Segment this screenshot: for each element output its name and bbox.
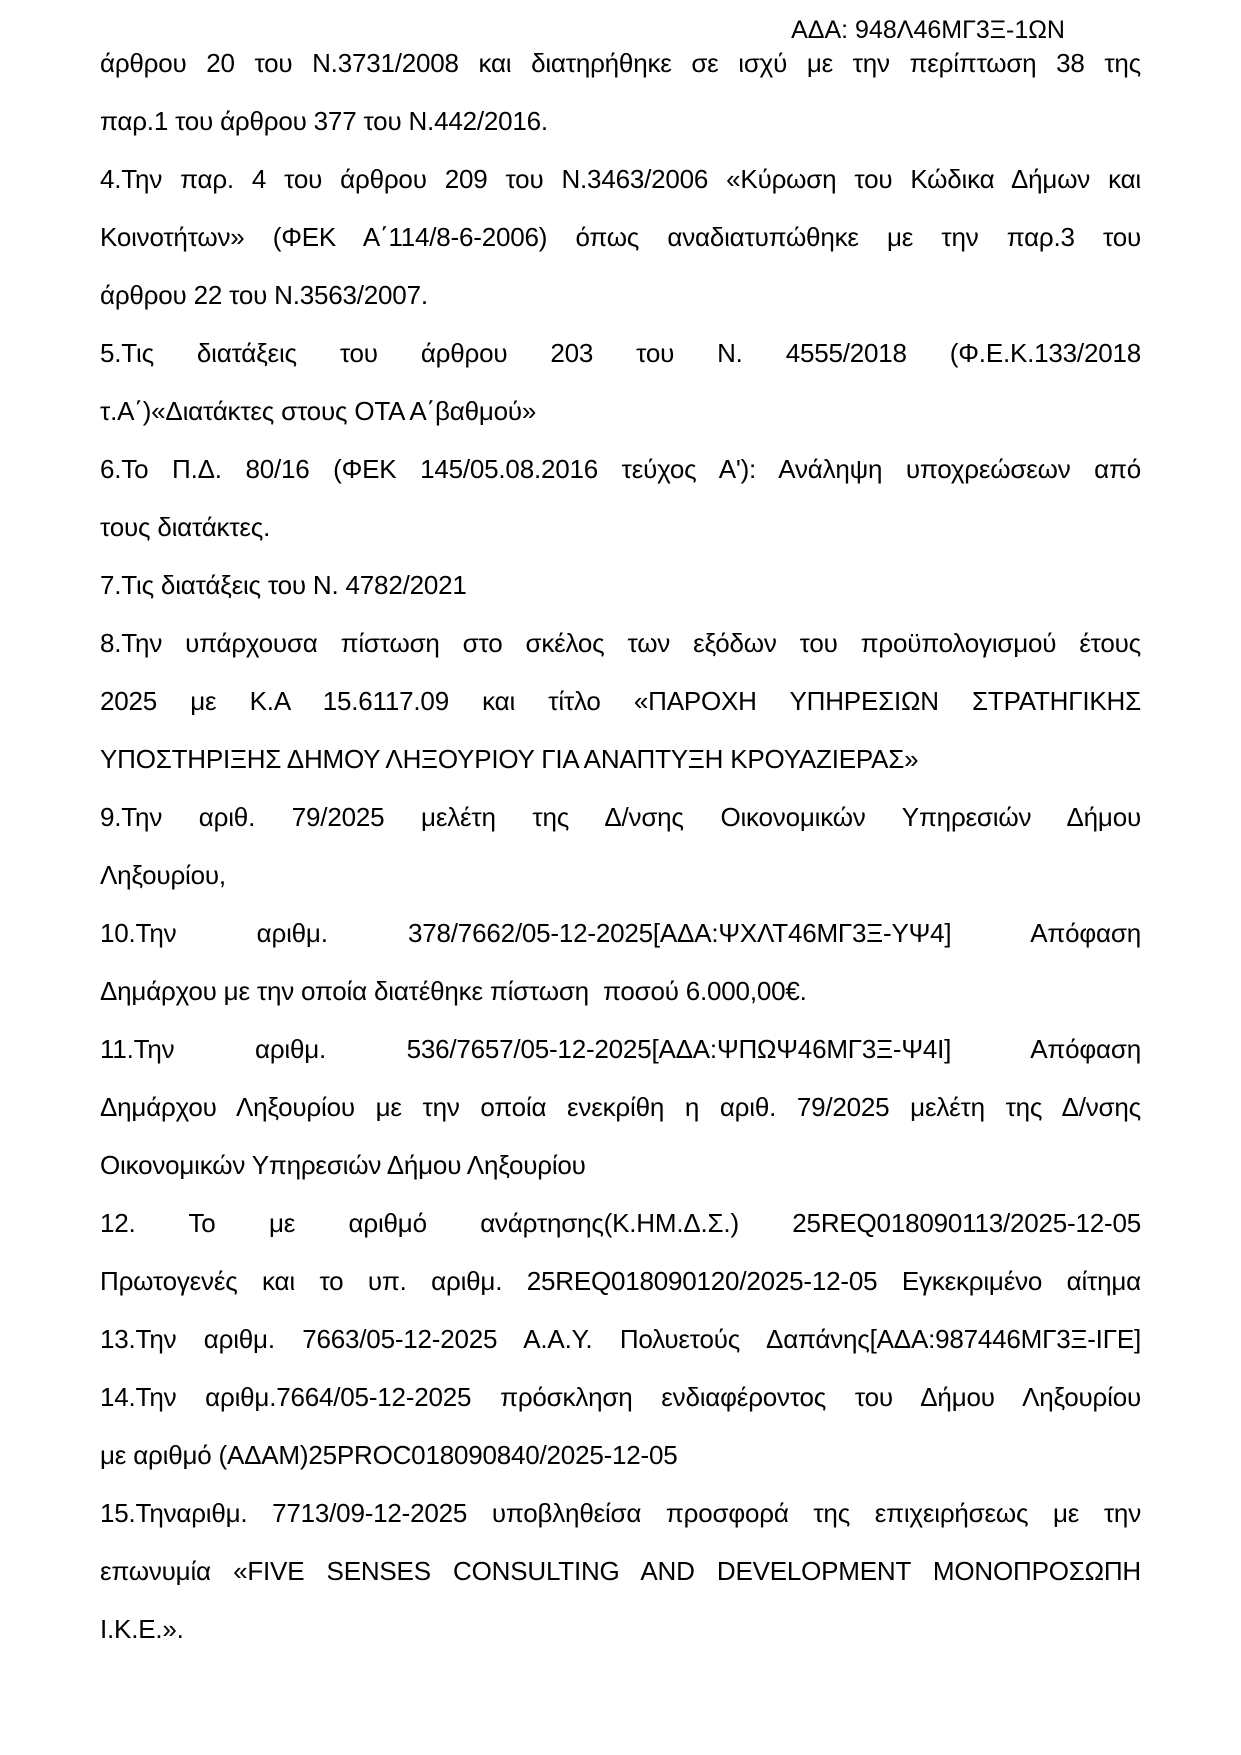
paragraph-1-line-1: Κοινοτήτων» (ΦΕΚ Α΄114/8-6-2006) όπως αναδιατυπώθηκε με την παρ.3 του [100, 222, 1141, 252]
paragraph-6-line-0: 9.Την αριθ. 79/2025 μελέτη της Δ/νσης Οικονομικών Υπηρεσιών Δήμου [100, 802, 1141, 832]
paragraph-7-line-0: 10.Την αριθμ. 378/7662/05-12-2025[ΑΔΑ:ΨΧΛΤ46ΜΓ3Ξ-ΥΨ4] Απόφαση [100, 918, 1141, 948]
paragraph-9-line-1: Πρωτογενές και το υπ. αριθμ. 25REQ018090120/2025-12-05 Εγκεκριμένο αίτημα [100, 1266, 1141, 1296]
paragraph-11-line-1: με αριθμό (ΑΔΑΜ)25PROC018090840/2025-12-05 [100, 1440, 678, 1470]
ada-code: ΑΔΑ: 948Λ46ΜΓ3Ξ-1ΩΝ [791, 16, 1065, 44]
paragraph-4-line-0: 7.Τις διατάξεις του Ν. 4782/2021 [100, 570, 467, 600]
paragraph-8-line-0: 11.Την αριθμ. 536/7657/05-12-2025[ΑΔΑ:ΨΠΩΨ46ΜΓ3Ξ-Ψ4Ι] Απόφαση [100, 1034, 1141, 1064]
paragraph-10-line-0: 13.Την αριθμ. 7663/05-12-2025 Α.Α.Υ. Πολυετούς Δαπάνης[ΑΔΑ:987446ΜΓ3Ξ-ΙΓΕ] [100, 1324, 1141, 1354]
paragraph-3-line-1: τους διατάκτες. [100, 512, 271, 542]
paragraph-12-line-2: Ι.Κ.Ε.». [100, 1614, 184, 1644]
paragraph-3-line-0: 6.Το Π.Δ. 80/16 (ΦΕΚ 145/05.08.2016 τεύχος Α'): Ανάληψη υποχρεώσεων από [100, 454, 1141, 484]
paragraph-0-line-0: άρθρου 20 του Ν.3731/2008 και διατηρήθηκε σε ισχύ με την περίπτωση 38 της [100, 48, 1141, 78]
paragraph-8-line-1: Δημάρχου Ληξουρίου με την οποία ενεκρίθη η αριθ. 79/2025 μελέτη της Δ/νσης [100, 1092, 1141, 1122]
paragraph-1-line-2: άρθρου 22 του Ν.3563/2007. [100, 280, 428, 310]
paragraph-2-line-0: 5.Τις διατάξεις του άρθρου 203 του Ν. 4555/2018 (Φ.Ε.Κ.133/2018 [100, 338, 1141, 368]
paragraph-8-line-2: Οικονομικών Υπηρεσιών Δήμου Ληξουρίου [100, 1150, 586, 1180]
paragraph-5-line-0: 8.Την υπάρχουσα πίστωση στο σκέλος των εξόδων του προϋπολογισμού έτους [100, 628, 1141, 658]
paragraph-6-line-1: Ληξουρίου, [100, 860, 226, 890]
paragraph-12-line-0: 15.Τηναριθμ. 7713/09-12-2025 υποβληθείσα προσφορά της επιχειρήσεως με την [100, 1498, 1141, 1528]
paragraph-5-line-1: 2025 με Κ.Α 15.6117.09 και τίτλο «ΠΑΡΟΧΗ ΥΠΗΡΕΣΙΩΝ ΣΤΡΑΤΗΓΙΚΗΣ [100, 686, 1141, 716]
paragraph-11-line-0: 14.Την αριθμ.7664/05-12-2025 πρόσκληση ενδιαφέροντος του Δήμου Ληξουρίου [100, 1382, 1141, 1412]
paragraph-0-line-1: παρ.1 του άρθρου 377 του Ν.442/2016. [100, 106, 548, 136]
document-body [100, 34, 1141, 1658]
paragraph-5-line-2: ΥΠΟΣΤΗΡΙΞΗΣ ΔΗΜΟΥ ΛΗΞΟΥΡΙΟΥ ΓΙΑ ΑΝΑΠΤΥΞΗ ΚΡΟΥΑΖΙΕΡΑΣ» [100, 744, 919, 774]
paragraph-7-line-1: Δημάρχου με την οποία διατέθηκε πίστωση ποσού 6.000,00€. [100, 976, 807, 1006]
paragraph-2-line-1: τ.Α΄)«Διατάκτες στους ΟΤΑ Α΄βαθμού» [100, 396, 537, 426]
paragraph-1-line-0: 4.Την παρ. 4 του άρθρου 209 του Ν.3463/2006 «Κύρωση του Κώδικα Δήμων και [100, 164, 1141, 194]
paragraph-9-line-0: 12. Το με αριθμό ανάρτησης(Κ.ΗΜ.Δ.Σ.) 25REQ018090113/2025-12-05 [100, 1208, 1141, 1238]
paragraph-12-line-1: επωνυμία «FIVE SENSES CONSULTING AND DEVELOPMENT ΜΟΝΟΠΡΟΣΩΠΗ [100, 1556, 1141, 1586]
